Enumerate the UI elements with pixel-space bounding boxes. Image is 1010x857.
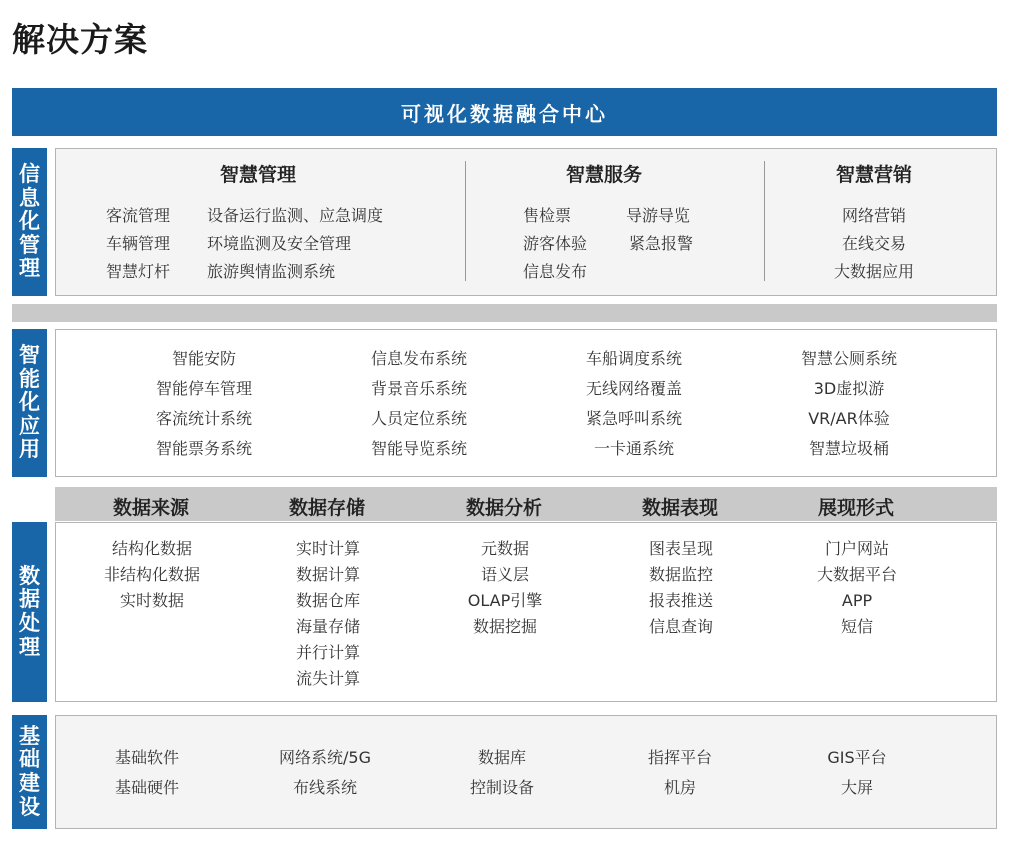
list-item: 环境监测及安全管理 [207, 234, 352, 253]
list-item: 客流管理 [106, 206, 171, 225]
list-item: 紧急报警 [629, 234, 694, 253]
list-item: 网络营销 [841, 206, 907, 225]
label-char: 理 [19, 634, 40, 659]
data-column [296, 536, 360, 692]
list-item: 短信 [840, 617, 874, 636]
list-item: 售检票 [523, 206, 572, 225]
app-column [586, 344, 682, 464]
label-char: 信 [19, 162, 40, 187]
info-management-panel [55, 148, 997, 296]
smart-service-title: 智慧服务 [565, 164, 643, 186]
data-column [649, 536, 713, 640]
list-item: 3D虚拟游 [813, 379, 885, 398]
center-banner: 可视化数据融合中心 [12, 88, 997, 136]
label-info-management [12, 148, 47, 296]
label-char: 建 [19, 771, 40, 795]
column-divider [764, 161, 765, 281]
page-title: 解决方案 [12, 20, 148, 59]
list-item: 元数据 [480, 539, 530, 558]
list-item: 实时计算 [295, 539, 361, 558]
app-column [371, 344, 467, 464]
list-item: 智能票务系统 [155, 439, 253, 458]
label-smart-application [12, 329, 47, 477]
label-char: 基 [19, 723, 40, 748]
label-char: 处 [19, 611, 40, 635]
list-item: 智慧公厕系统 [800, 349, 898, 368]
infra-column [115, 743, 179, 803]
list-item: 结构化数据 [111, 539, 193, 558]
label-char: 设 [19, 794, 40, 819]
list-item: 紧急呼叫系统 [585, 409, 683, 428]
list-item: 导游导览 [626, 206, 691, 225]
list-item: 非结构化数据 [103, 565, 201, 584]
list-item: OLAP引擎 [467, 591, 543, 610]
label-char: 理 [19, 256, 40, 281]
label-char: 化 [19, 209, 40, 234]
data-processing-header-bar [55, 487, 997, 521]
label-char: 应 [19, 413, 40, 438]
list-item: 数据监控 [648, 565, 714, 584]
label-char: 管 [19, 232, 40, 257]
list-item: 智慧灯杆 [106, 262, 171, 281]
app-column [801, 344, 897, 464]
label-infrastructure [12, 715, 47, 829]
column-header: 数据表现 [641, 497, 719, 519]
list-item: 人员定位系统 [370, 409, 468, 428]
list-item: 信息发布 [523, 262, 588, 281]
app-column [156, 344, 252, 464]
infra-column [470, 743, 534, 803]
label-char: 息 [19, 185, 40, 210]
infra-column [279, 743, 371, 803]
list-item: 报表推送 [648, 591, 714, 610]
list-item: 车船调度系统 [585, 349, 683, 368]
label-char: 用 [19, 437, 40, 462]
list-item: VR/AR体验 [808, 409, 890, 428]
label-char: 础 [19, 747, 40, 772]
list-item: 数据挖掘 [472, 617, 538, 636]
list-item: 并行计算 [295, 643, 361, 662]
list-item: 客流统计系统 [155, 409, 253, 428]
data-processing-panel [55, 522, 997, 702]
list-item: 实时数据 [119, 591, 185, 610]
list-item: 基础硬件 [114, 778, 180, 797]
list-item: 数据库 [477, 748, 527, 767]
list-item: 布线系统 [292, 778, 358, 797]
list-item: 大数据应用 [833, 262, 915, 281]
list-item: 语义层 [480, 565, 530, 584]
list-item: 设备运行监测、应急调度 [207, 206, 384, 225]
column-header: 数据分析 [465, 497, 543, 519]
list-item: 海量存储 [295, 617, 361, 636]
list-item: 门户网站 [824, 539, 890, 558]
list-item: 信息发布系统 [370, 349, 468, 368]
label-data-processing [12, 522, 47, 702]
list-item: GIS平台 [827, 748, 887, 767]
column-header: 数据存储 [288, 497, 366, 519]
list-item: 旅游舆情监测系统 [207, 262, 336, 281]
list-item: 一卡通系统 [593, 439, 675, 458]
list-item: 游客体验 [523, 234, 588, 253]
label-char: 据 [19, 587, 40, 612]
list-item: APP [841, 591, 873, 610]
list-item: 背景音乐系统 [370, 379, 468, 398]
list-item: 智能安防 [171, 349, 237, 368]
list-item: 智能导览系统 [370, 439, 468, 458]
list-item: 在线交易 [841, 234, 907, 253]
smart-marketing-title: 智慧营销 [835, 164, 913, 186]
list-item: 数据计算 [295, 565, 361, 584]
list-item: 控制设备 [469, 778, 535, 797]
label-char: 数 [19, 563, 40, 588]
list-item: 机房 [663, 778, 697, 797]
list-item: 大屏 [840, 778, 873, 797]
infrastructure-panel [55, 715, 997, 829]
data-column [817, 536, 897, 640]
section-separator [12, 304, 997, 322]
infra-column [648, 743, 712, 803]
data-column [468, 536, 542, 640]
label-char: 能 [19, 366, 40, 391]
column-divider [465, 161, 466, 281]
list-item: 信息查询 [648, 617, 714, 636]
list-item: 指挥平台 [647, 748, 713, 767]
label-char: 化 [19, 390, 40, 415]
smart-application-panel [55, 329, 997, 477]
list-item: 网络系统/5G [279, 748, 371, 767]
list-item: 智能停车管理 [155, 379, 253, 398]
list-item: 智慧垃圾桶 [808, 439, 890, 458]
column-header: 数据来源 [112, 497, 190, 519]
infra-column [827, 743, 886, 803]
list-item: 图表呈现 [648, 539, 714, 558]
list-item: 流失计算 [295, 669, 361, 688]
list-item: 基础软件 [114, 748, 180, 767]
column-header: 展现形式 [817, 497, 895, 519]
data-column [104, 536, 200, 614]
smart-management-title: 智慧管理 [219, 164, 297, 186]
list-item: 大数据平台 [816, 565, 898, 584]
list-item: 无线网络覆盖 [585, 379, 683, 398]
list-item: 车辆管理 [106, 234, 171, 253]
list-item: 数据仓库 [295, 591, 361, 610]
label-char: 智 [19, 343, 40, 368]
